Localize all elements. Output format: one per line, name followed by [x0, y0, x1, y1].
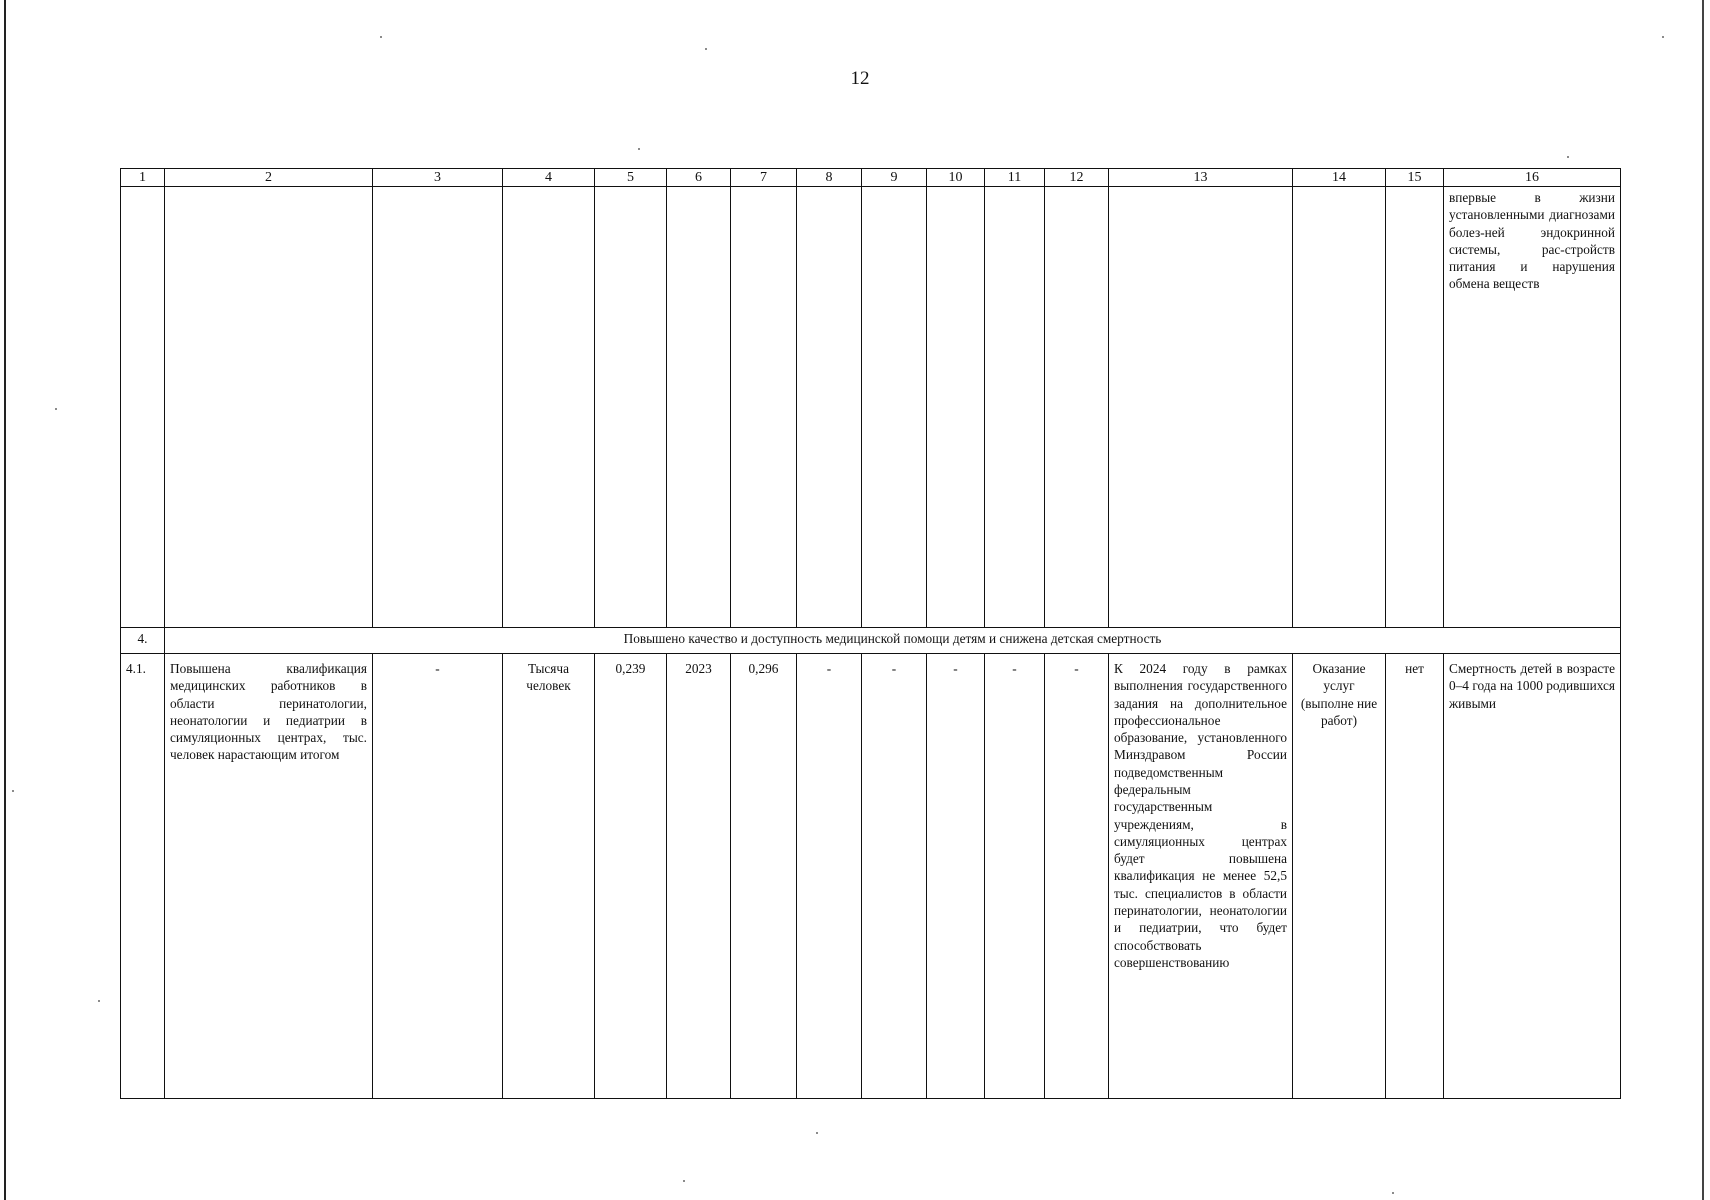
column-number: 6 — [667, 169, 731, 187]
value-col11: - — [985, 654, 1045, 1099]
table-cell — [862, 187, 927, 628]
table-cell — [503, 187, 595, 628]
value-col12: - — [1045, 654, 1109, 1099]
column-number: 9 — [862, 169, 927, 187]
scan-speck — [683, 1180, 685, 1182]
table-cell — [731, 187, 797, 628]
table-cell-col3: - — [373, 654, 503, 1099]
column-number: 4 — [503, 169, 595, 187]
scan-speck — [638, 148, 640, 150]
column-number: 3 — [373, 169, 503, 187]
row-number: 4.1. — [121, 654, 165, 1099]
column-number: 14 — [1293, 169, 1386, 187]
column-number: 12 — [1045, 169, 1109, 187]
column-number: 7 — [731, 169, 797, 187]
column-number: 2 — [165, 169, 373, 187]
scan-speck — [12, 790, 14, 792]
table-cell — [1109, 187, 1293, 628]
scan-speck — [1662, 36, 1664, 38]
scan-speck — [1567, 156, 1569, 158]
value-col8: - — [797, 654, 862, 1099]
column-number: 10 — [927, 169, 985, 187]
table-cell — [927, 187, 985, 628]
scan-speck — [98, 1000, 100, 1002]
column-number: 13 — [1109, 169, 1293, 187]
table-cell — [165, 187, 373, 628]
scan-speck — [705, 48, 707, 50]
table-cell — [985, 187, 1045, 628]
value-col10: - — [927, 654, 985, 1099]
scan-speck — [1392, 1192, 1394, 1194]
column-number: 1 — [121, 169, 165, 187]
table-cell — [595, 187, 667, 628]
scan-speck — [380, 36, 382, 38]
result-description: К 2024 году в рамках выполнения государственного задания на дополнительное профессиональное образование, установленного Минздравом России подведомственным федеральным государственным учреждениям, в симуляционных центрах будет повышена квалификация не менее 52,5 тыс. специалистов в области перинатологии, неонатологии и педиатрии, что будет способствовать совершенствованию — [1109, 654, 1293, 1099]
value-col15: нет — [1386, 654, 1444, 1099]
continued-indicator-text: впервые в жизни установленными диагнозами болез-ней эндокринной системы, рас-стройств питания и нарушения обмена веществ — [1444, 187, 1621, 628]
table-cell — [1293, 187, 1386, 628]
table-cell — [1045, 187, 1109, 628]
table-cell — [1386, 187, 1444, 628]
result-type: Оказание услуг (выполне ние работ) — [1293, 654, 1386, 1099]
column-number: 16 — [1444, 169, 1621, 187]
column-number: 11 — [985, 169, 1045, 187]
base-value: 0,239 — [595, 654, 667, 1099]
base-year: 2023 — [667, 654, 731, 1099]
scan-speck — [816, 1132, 818, 1134]
column-number: 15 — [1386, 169, 1444, 187]
value-col9: - — [862, 654, 927, 1099]
column-number: 8 — [797, 169, 862, 187]
scan-left-edge — [4, 0, 6, 1200]
scan-right-edge — [1702, 0, 1704, 1200]
linked-indicator: Смертность детей в возрасте 0–4 года на 1000 родившихся живыми — [1444, 654, 1621, 1099]
section-number: 4. — [121, 628, 165, 654]
value-col7: 0,296 — [731, 654, 797, 1099]
table-cell — [121, 187, 165, 628]
table-cell — [797, 187, 862, 628]
unit-of-measure: Тысяча человек — [503, 654, 595, 1099]
result-name: Повышена квалификация медицинских работников в области перинатологии, неонатологии и педиатрии в симуляционных центрах, тыс. человек нарастающим итогом — [165, 654, 373, 1099]
column-number-row — [121, 169, 1621, 187]
table-cell — [667, 187, 731, 628]
scan-speck — [55, 408, 57, 410]
document-table — [120, 168, 1621, 1099]
table-row-4-1 — [121, 654, 1621, 1099]
section-title: Повышено качество и доступность медицинской помощи детям и снижена детская смертность — [165, 628, 1621, 654]
table-cell — [373, 187, 503, 628]
column-number: 5 — [595, 169, 667, 187]
page-number: 12 — [850, 68, 870, 89]
section-row — [121, 628, 1621, 654]
document-table-container — [120, 168, 1620, 1099]
continued-row — [121, 187, 1621, 628]
